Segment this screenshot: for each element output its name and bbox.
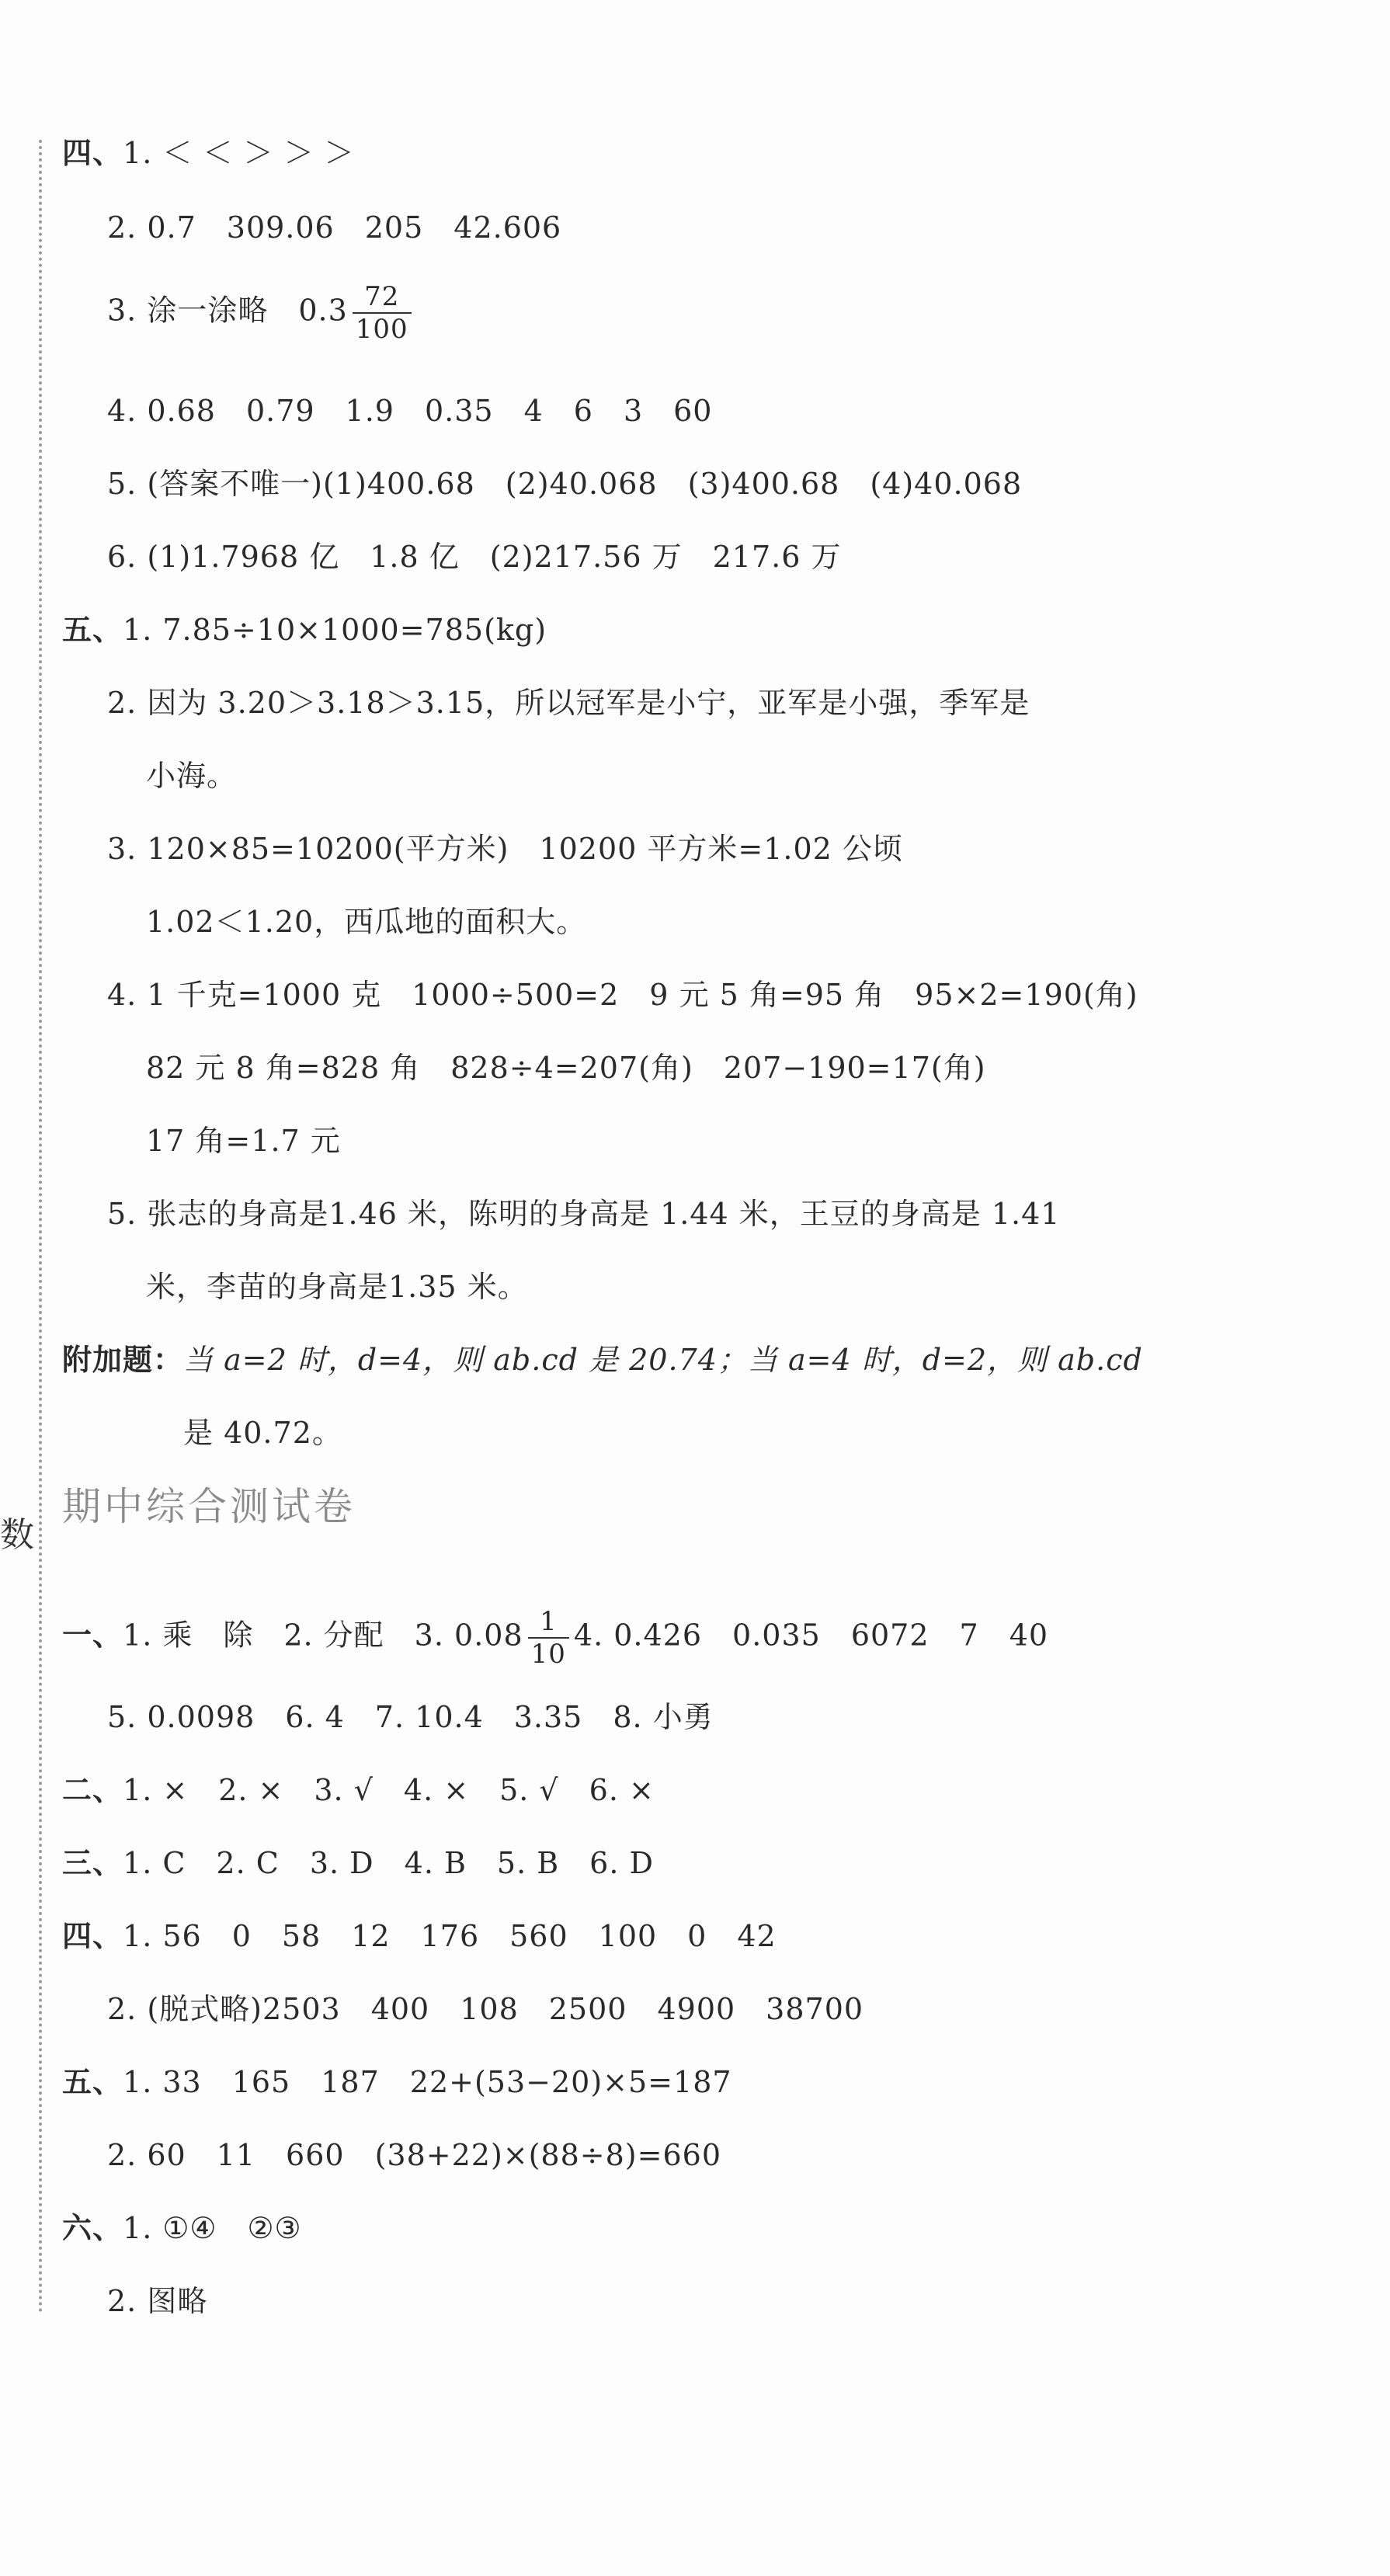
answer-p2-er bbox=[62, 1772, 655, 1808]
answer-wu-2b: 小海。 bbox=[146, 759, 238, 793]
fraction-denominator: 100 bbox=[355, 314, 408, 345]
answer-wu-5b: 米，李苗的身高是1.35 米。 bbox=[146, 1270, 528, 1304]
fraction-denominator: 10 bbox=[530, 1639, 566, 1670]
answer-wu-3a: 3. 120×85=10200(平方米) 10200 平方米=1.02 公顷 bbox=[107, 832, 903, 866]
answer-p2-san bbox=[62, 1845, 654, 1881]
section-label-wu2: 五、 bbox=[62, 2064, 123, 2099]
fraction bbox=[528, 1606, 569, 1670]
answer-text: 1. 56 0 58 12 176 560 100 0 42 bbox=[123, 1919, 777, 1953]
answer-wu-5a: 5. 张志的身高是1.46 米，陈明的身高是 1.44 米，王豆的身高是 1.41 bbox=[107, 1197, 1061, 1231]
answer-text: 4. 0.426 0.035 6072 7 40 bbox=[573, 1618, 1049, 1653]
answer-p2-si-1 bbox=[62, 1918, 777, 1954]
answer-wu-4a: 4. 1 千克=1000 克 1000÷500=2 9 元 5 角=95 角 95×2=190(角) bbox=[107, 978, 1138, 1012]
answer-text: 1. ＜ ＜ ＞ ＞ ＞ bbox=[123, 136, 355, 170]
answer-si-5: 5. (答案不唯一)(1)400.68 (2)40.068 (3)400.68 (4)40.068 bbox=[107, 467, 1023, 501]
margin-dotted-line bbox=[39, 140, 42, 2314]
section-label-bonus: 附加题： bbox=[62, 1342, 184, 1377]
section-label-liu: 六、 bbox=[62, 2210, 123, 2245]
section-label-wu: 五、 bbox=[62, 612, 123, 647]
answer-text: 1. 7.85÷10×1000=785(kg) bbox=[123, 613, 547, 647]
answer-text: 当 a=2 时，d=4，则 ab.cd 是 20.74；当 a=4 时，d=2，则 ab.cd bbox=[183, 1343, 1143, 1377]
margin-side-char: 数 bbox=[0, 1515, 34, 1555]
fraction bbox=[353, 281, 412, 345]
answer-p2-liu-2: 2. 图略 bbox=[107, 2284, 208, 2318]
section-label-er: 二、 bbox=[62, 1772, 123, 1807]
answer-p2-si-2: 2. (脱式略)2503 400 108 2500 4900 38700 bbox=[107, 1992, 864, 2026]
section-label-yi: 一、 bbox=[62, 1617, 123, 1653]
answer-si-2: 2. 0.7 309.06 205 42.606 bbox=[107, 210, 562, 245]
answer-bonus-b: 是 40.72。 bbox=[183, 1416, 342, 1450]
answer-p2-wu-2: 2. 60 11 660 (38+22)×(88÷8)=660 bbox=[107, 2138, 722, 2172]
answer-wu-2a: 2. 因为 3.20＞3.18＞3.15，所以冠军是小宁，亚军是小强，季军是 bbox=[107, 686, 1030, 720]
answer-p2-wu-1 bbox=[62, 2064, 732, 2100]
section-label-si: 四、 bbox=[62, 135, 123, 170]
answer-text: 3. 涂一涂略 0.3 bbox=[107, 293, 348, 328]
answer-text: 1. C 2. C 3. D 4. B 5. B 6. D bbox=[123, 1846, 654, 1880]
section-title: 期中综合测试卷 bbox=[62, 1484, 356, 1529]
answer-p2-yi-2: 5. 0.0098 6. 4 7. 10.4 3.35 8. 小勇 bbox=[107, 1700, 714, 1734]
answer-p2-liu-1 bbox=[62, 2210, 302, 2246]
section-label-si2: 四、 bbox=[62, 1918, 123, 1953]
section-label-san: 三、 bbox=[62, 1845, 123, 1880]
answer-wu-4c: 17 角=1.7 元 bbox=[146, 1124, 341, 1158]
answer-bonus bbox=[62, 1342, 1143, 1378]
fraction-numerator: 72 bbox=[353, 281, 412, 314]
answer-text: 1. ①④ ②③ bbox=[123, 2211, 302, 2245]
answer-text: 1. × 2. × 3. √ 4. × 5. √ 6. × bbox=[123, 1773, 655, 1807]
answer-si-4: 4. 0.68 0.79 1.9 0.35 4 6 3 60 bbox=[107, 394, 713, 428]
answer-si-3 bbox=[107, 281, 416, 345]
answer-wu-1 bbox=[62, 612, 547, 648]
answer-wu-4b: 82 元 8 角=828 角 828÷4=207(角) 207−190=17(角) bbox=[146, 1051, 986, 1085]
answer-p2-yi-1 bbox=[62, 1606, 1048, 1670]
answer-si-6: 6. (1)1.7968 亿 1.8 亿 (2)217.56 万 217.6 万 bbox=[107, 540, 842, 574]
answer-wu-3b: 1.02＜1.20，西瓜地的面积大。 bbox=[146, 905, 587, 939]
answer-text: 1. 乘 除 2. 分配 3. 0.08 bbox=[123, 1618, 523, 1653]
answer-si-1 bbox=[62, 135, 355, 171]
fraction-numerator: 1 bbox=[528, 1606, 569, 1639]
answer-text: 1. 33 165 187 22+(53−20)×5=187 bbox=[123, 2065, 732, 2099]
